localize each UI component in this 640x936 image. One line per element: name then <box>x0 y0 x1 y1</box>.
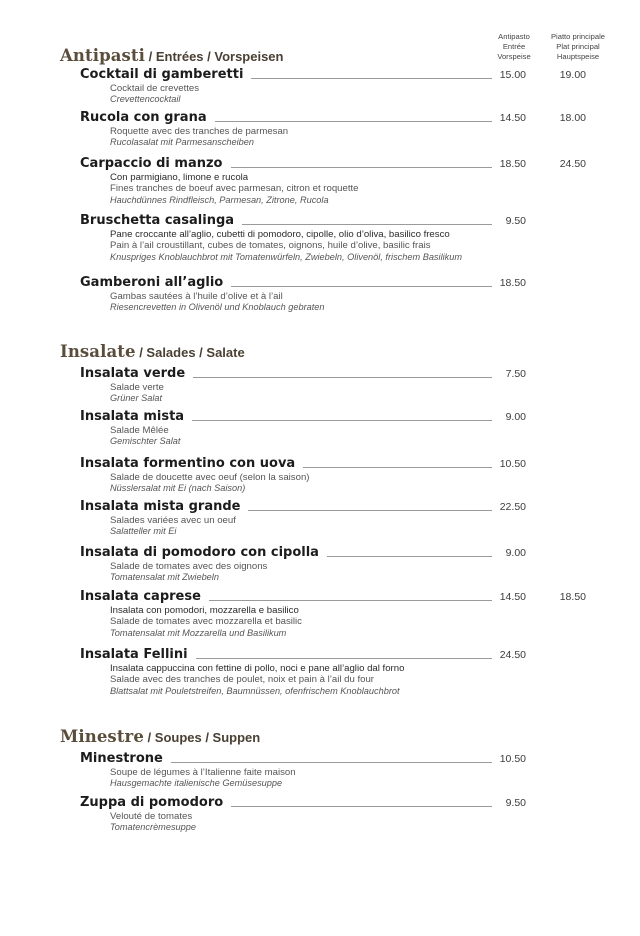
description-fr: Salade de tomates avec des oignons <box>110 561 268 572</box>
price-starter: 9.00 <box>505 547 526 559</box>
section-title: Antipasti <box>60 46 145 65</box>
price-starter: 14.50 <box>499 112 526 124</box>
description-de: Tomatencrèmesuppe <box>110 822 196 833</box>
menu-item <box>80 213 600 263</box>
price-starter: 18.50 <box>499 158 526 170</box>
description-it: Con parmigiano, limone e rucola <box>110 172 249 183</box>
description-it: Insalata con pomodori, mozzarella e basilico <box>110 605 299 616</box>
dish-name: Rucola con grana <box>80 110 215 126</box>
description-de: Riesencrevetten in Olivenöl und Knoblauch gebraten <box>110 302 325 313</box>
menu-item <box>80 647 600 697</box>
price-main: 24.50 <box>559 158 586 170</box>
description-de: Tomatensalat mit Mozzarella und Basilikum <box>110 627 287 638</box>
menu-item <box>80 67 600 106</box>
column-header-line: Piatto principale <box>550 32 606 41</box>
dish-name: Cocktail di gamberetti <box>80 67 251 83</box>
price-starter: 14.50 <box>499 591 526 603</box>
dish-name: Minestrone <box>80 751 171 767</box>
menu-item <box>80 456 600 495</box>
description-fr: Salade avec des tranches de poulet, noix et pain à l’ail du four <box>110 674 375 686</box>
column-header-main <box>543 32 613 61</box>
description-fr: Soupe de légumes à l’Italienne faite maison <box>110 767 296 778</box>
description-de: Hauchdünnes Rindfleisch, Parmesan, Zitrone, Rucola <box>110 194 329 205</box>
dish-name: Insalata Fellini <box>80 647 196 663</box>
price-starter: 22.50 <box>499 501 526 513</box>
menu-item <box>80 499 600 538</box>
column-header-line: Entrée <box>502 41 526 51</box>
section-title: Insalate <box>60 342 136 361</box>
description-de: Hausgemachte italienische Gemüsesuppe <box>110 778 283 789</box>
menu-item <box>80 366 600 405</box>
menu-item <box>80 156 600 206</box>
description-de: Blattsalat mit Pouletstreifen, Baumnüssen, ofenfrischem Knoblauchbrot <box>110 685 400 696</box>
description-it: Pane croccante all’aglio, cubetti di pomodoro, cipolle, olio d’oliva, basilico fresco <box>110 229 450 240</box>
dish-name: Insalata di pomodoro con cipolla <box>80 545 327 561</box>
description-de: Gemischter Salat <box>110 436 181 447</box>
dish-name: Bruschetta casalinga <box>80 213 242 229</box>
description-de: Knuspriges Knoblauchbrot mit Tomatenwürfeln, Zwiebeln, Olivenöl, frischem Basilikum <box>110 251 463 262</box>
description-fr: Salade verte <box>110 382 164 393</box>
price-starter: 9.50 <box>505 797 526 809</box>
menu-item <box>80 275 600 314</box>
description-de: Salatteller mit Ei <box>110 526 177 537</box>
menu-item <box>80 545 600 584</box>
menu-item <box>80 751 600 790</box>
dish-name: Insalata formentino con uova <box>80 456 303 472</box>
price-starter: 24.50 <box>499 649 526 661</box>
description-fr: Gambas sautées à l’huile d’olive et à l’ail <box>110 291 283 302</box>
column-header-line: Antipasto <box>498 32 530 41</box>
section-heading-insalate <box>60 342 245 362</box>
price-starter: 10.50 <box>499 458 526 470</box>
price-main: 18.50 <box>559 591 586 603</box>
description-de: Nüsslersalat mit Ei (nach Saison) <box>110 483 246 494</box>
description-fr: Pain à l’ail croustillant, cubes de tomates, oignons, huile d’olive, basilic frais <box>110 240 431 252</box>
description-it: Insalata cappuccina con fettine di pollo, noci e pane all’aglio dal forno <box>110 663 405 674</box>
description-de: Rucolasalat mit Parmesanscheiben <box>110 137 255 148</box>
price-main: 18.00 <box>559 112 586 124</box>
description-fr: Salade de tomates avec mozzarella et basilic <box>110 616 302 628</box>
description-fr: Cocktail de crevettes <box>110 83 200 94</box>
description-de: Tomatensalat mit Zwiebeln <box>110 572 219 583</box>
dish-name: Gamberoni all’aglio <box>80 275 231 291</box>
dish-name: Insalata caprese <box>80 589 209 605</box>
dish-name: Insalata verde <box>80 366 193 382</box>
description-fr: Fines tranches de boeuf avec parmesan, citron et roquette <box>110 183 359 195</box>
column-header-line: Hauptspeise <box>556 51 600 61</box>
section-subtitle: / Soupes / Suppen <box>143 730 261 745</box>
price-starter: 7.50 <box>505 368 526 380</box>
section-subtitle: / Salades / Salate <box>135 345 245 360</box>
price-starter: 10.50 <box>499 753 526 765</box>
menu-item <box>80 589 600 639</box>
price-main: 19.00 <box>559 69 586 81</box>
description-de: Grüner Salat <box>110 393 163 404</box>
menu-item <box>80 110 600 149</box>
menu-item <box>80 795 600 834</box>
price-starter: 9.50 <box>505 215 526 227</box>
section-title: Minestre <box>60 727 144 746</box>
price-starter: 15.00 <box>499 69 526 81</box>
price-starter: 18.50 <box>499 277 526 289</box>
price-starter: 9.00 <box>505 411 526 423</box>
dish-name: Zuppa di pomodoro <box>80 795 231 811</box>
description-fr: Salade Mêlée <box>110 425 169 436</box>
description-de: Crevettencocktail <box>110 94 181 105</box>
section-subtitle: / Entrées / Vorspeisen <box>145 49 284 64</box>
description-fr: Salades variées avec un oeuf <box>110 515 236 526</box>
dish-name: Carpaccio di manzo <box>80 156 231 172</box>
section-heading-antipasti <box>60 46 283 66</box>
menu-item <box>80 409 600 448</box>
description-fr: Velouté de tomates <box>110 811 193 822</box>
section-heading-minestre <box>60 727 260 747</box>
column-header-starter <box>480 32 548 61</box>
description-fr: Roquette avec des tranches de parmesan <box>110 126 289 137</box>
dish-name: Insalata mista grande <box>80 499 248 515</box>
column-header-line: Plat principal <box>556 41 600 51</box>
description-fr: Salade de doucette avec oeuf (selon la saison) <box>110 472 310 483</box>
column-header-line: Vorspeise <box>497 51 531 61</box>
dish-name: Insalata mista <box>80 409 192 425</box>
